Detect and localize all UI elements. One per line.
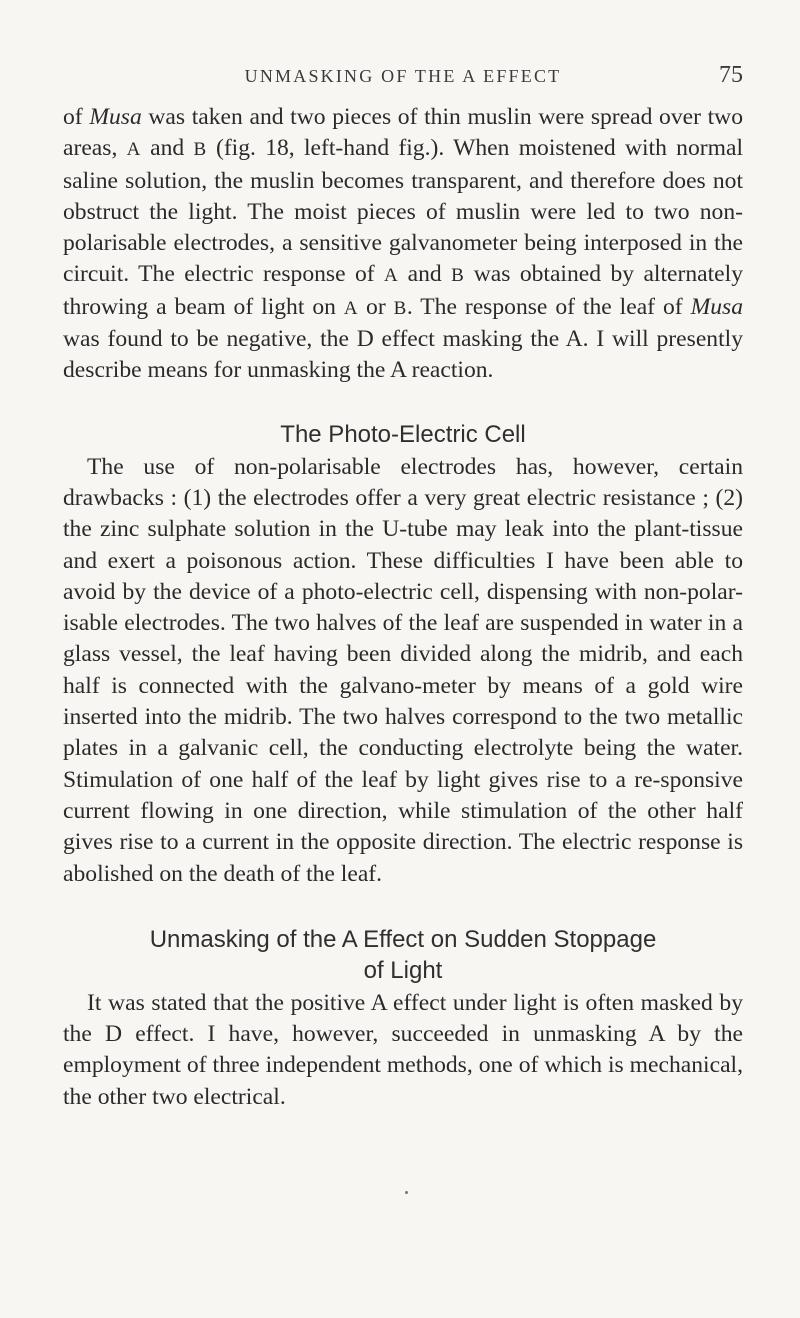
genus-name: Musa (690, 293, 743, 320)
genus-name: Musa (89, 104, 142, 130)
section-paragraph-photo-electric-cell: The use of non-polarisable electrodes has, however, certain drawbacks : (1) the electrodes offer a very great electric resistance ; (2) the zinc sulphate solution in the U-tube may leak into the plant-tissue and exert a poisonous action. These difficulties I have been able to avoid by the device of a photo-electric cell, dispensing with non-polar-isable electrodes. The two halves of the leaf are suspended in water in a glass vessel, the leaf having been divided along the midrib, and each half is connected with the galvano-meter by means of a gold wire inserted into the midrib. The two halves correspond to the two metallic plates in a galvanic cell, the conducting electrolyte being the water. Stimulation of one half of the leaf by light gives rise to a re-sponsive current flowing in one direction, while stimulation of the other half gives rise to a current in the opposite direction. The electric response is abolished on the death of the leaf. (63, 453, 743, 887)
intro-paragraph: of Musa was taken and two pieces of thin muslin were spread over two areas, A and B (fig. 18, left-hand fig.). When moistened with normal saline solution, the muslin becomes transparent, and therefore does not obstruct the light. The moist pieces of muslin were led to two non-polarisable electrodes, a sensitive galvanometer being interposed in the circuit. The electric response of A and B was obtained by alternately throwing a beam of light on A or B. The response of the leaf of Musa was found to be negative, the D effect masking the A. I will presently describe means for unmasking the A reaction. (63, 104, 744, 384)
page-number: 75 (719, 62, 743, 88)
heading-line: of Light (363, 956, 443, 984)
section-heading-photo-electric-cell: The Photo-Electric Cell (280, 420, 526, 448)
section-heading-unmasking (63, 924, 743, 986)
running-title: UNMASKING OF THE A EFFECT (244, 66, 562, 86)
book-page (63, 62, 743, 1113)
section-paragraph-unmasking: It was stated that the positive A effect under light is often masked by the D effect. I have, however, succeeded in unmasking A by the employment of three independent methods, one of which is mechanical, the other two electrical. (63, 989, 743, 1110)
page-speck (405, 1191, 408, 1194)
running-head (63, 62, 743, 102)
heading-line: Unmasking of the A Effect on Sudden Stoppage (149, 925, 657, 953)
